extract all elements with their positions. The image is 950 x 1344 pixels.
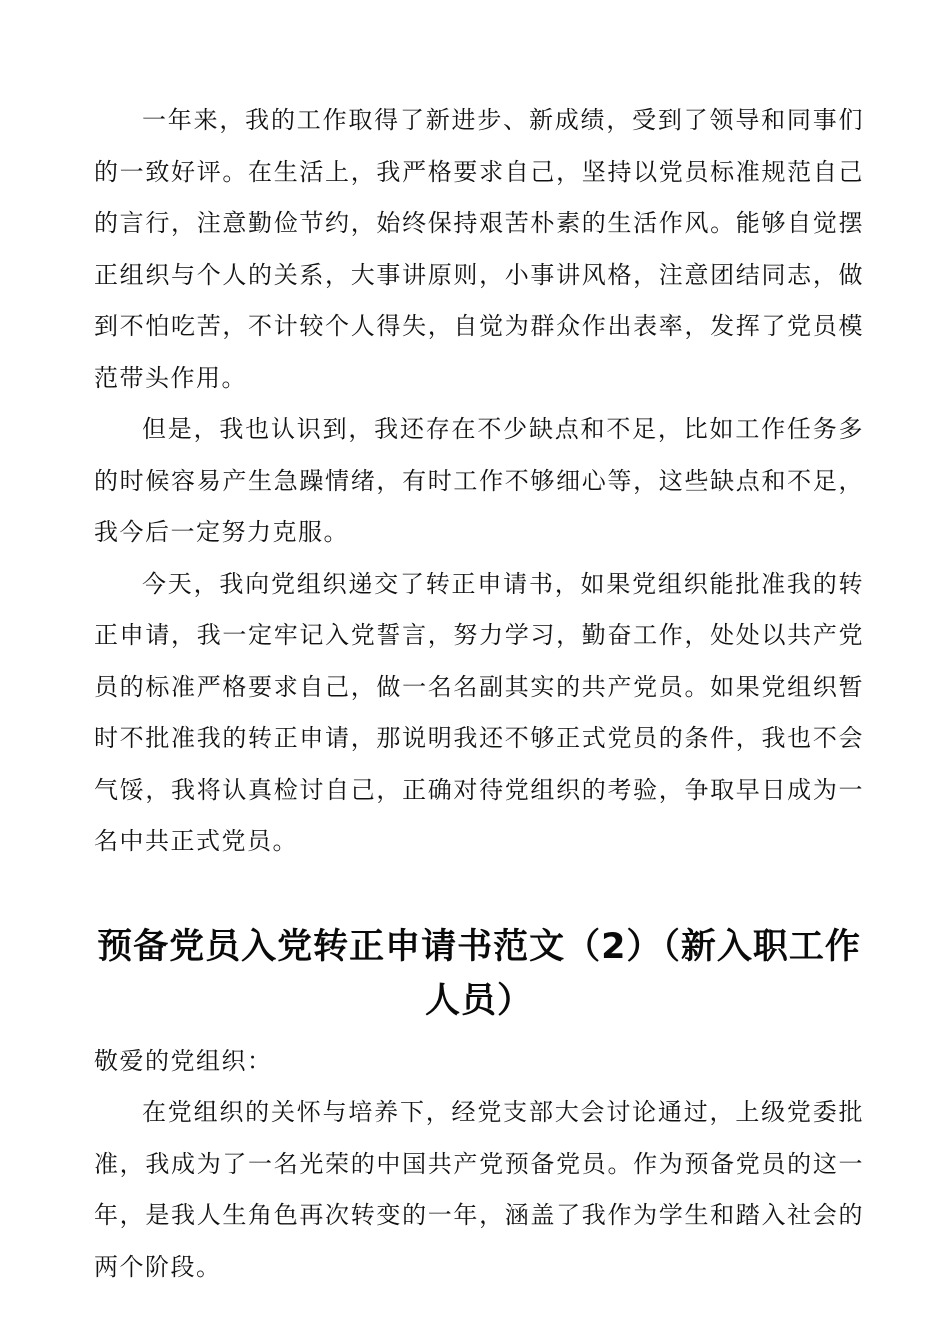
body-paragraph-2: 但是，我也认识到，我还存在不少缺点和不足，比如工作任务多的时候容易产生急躁情绪，有时工作不够细心等，这些缺点和不足，我今后一定努力克服。 bbox=[94, 415, 864, 546]
section-title: 预备党员入党转正申请书范文（2）（新入职工作人员） bbox=[97, 926, 861, 1021]
document-page bbox=[94, 95, 864, 1293]
body-paragraph-3: 今天，我向党组织递交了转正申请书，如果党组织能批准我的转正申请，我一定牢记入党誓言，努力学习，勤奋工作，处处以共产党员的标准严格要求自己，做一名名副其实的共产党员。如果党组织暂时不批准我的转正申请，那说明我还不够正式党员的条件，我也不会气馁，我将认真检讨自己，正确对待党组织的考验，争取早日成为一名中共正式党员。 bbox=[94, 569, 864, 855]
body-paragraph-4: 在党组织的关怀与培养下，经党支部大会讨论通过，上级党委批准，我成为了一名光荣的中国共产党预备党员。作为预备党员的这一年，是我人生角色再次转变的一年，涵盖了我作为学生和踏入社会的两个阶段。 bbox=[94, 1098, 864, 1281]
salutation: 敬爱的党组织： bbox=[94, 1046, 273, 1075]
body-paragraph-1: 一年来，我的工作取得了新进步、新成绩，受到了领导和同事们的一致好评。在生活上，我严格要求自己，坚持以党员标准规范自己的言行，注意勤俭节约，始终保持艰苦朴素的生活作风。能够自觉摆正组织与个人的关系，大事讲原则，小事讲风格，注意团结同志，做到不怕吃苦，不计较个人得失，自觉为群众作出表率，发挥了党员模范带头作用。 bbox=[94, 106, 864, 392]
